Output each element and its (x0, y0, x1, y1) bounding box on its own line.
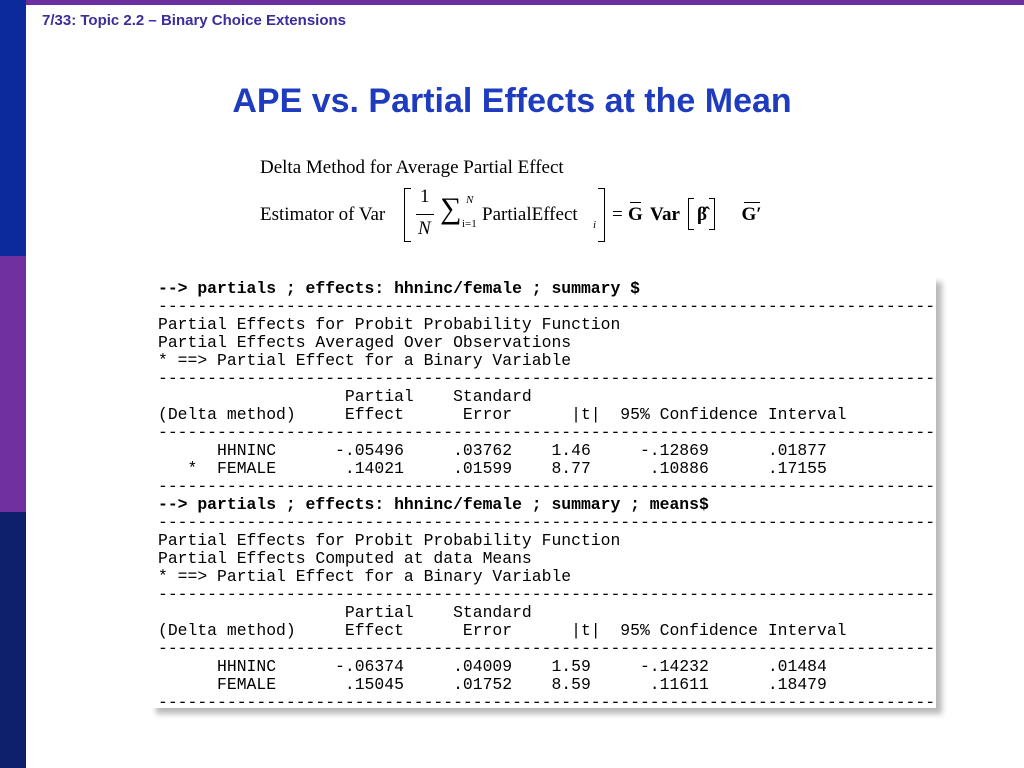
command-line-2: --> partials ; effects: hhninc/female ; summary ; means$ (158, 495, 709, 514)
fraction-numerator: 1 (420, 186, 430, 207)
left-bracket (404, 188, 411, 242)
fraction-bar (416, 214, 434, 215)
output-heading: Partial Effects Averaged Over Observations (158, 333, 572, 352)
table-header-row: Partial Standard (158, 603, 532, 622)
left-band-middle (0, 256, 26, 512)
separator-line: ------------------------------------------------------------------------------- (158, 297, 936, 316)
table-row-hhninc: HHNINC -.05496 .03762 1.46 -.12869 .01877 (158, 441, 827, 460)
table-header-row: (Delta method) Effect Error |t| 95% Confidence Interval (158, 405, 847, 424)
fraction-denominator: N (418, 218, 431, 239)
output-note: * ==> Partial Effect for a Binary Variable (158, 567, 572, 586)
top-accent-bar (0, 0, 1024, 5)
left-band-bottom (0, 512, 26, 768)
output-note: * ==> Partial Effect for a Binary Variable (158, 351, 572, 370)
table-header-row: (Delta method) Effect Error |t| 95% Confidence Interval (158, 621, 847, 640)
command-line-1: --> partials ; effects: hhninc/female ; summary $ (158, 279, 640, 298)
slide-title: APE vs. Partial Effects at the Mean (232, 82, 792, 120)
partial-effect-term: PartialEffect (482, 204, 578, 225)
separator-line: ------------------------------------------------------------------------------- (158, 423, 936, 442)
summation-symbol: ∑ (440, 192, 462, 225)
table-header-row: Partial Standard (158, 387, 532, 406)
g-matrix-symbol: G (628, 204, 643, 225)
separator-line: ------------------------------------------------------------------------------- (158, 585, 936, 604)
table-row-hhninc: HHNINC -.06374 .04009 1.59 -.14232 .01484 (158, 657, 827, 676)
right-bracket (598, 188, 605, 242)
summation-upper-limit: N (466, 194, 474, 206)
separator-line: ------------------------------------------------------------------------------- (158, 369, 936, 388)
separator-line: ------------------------------------------------------------------------------- (158, 477, 936, 496)
software-output-panel (150, 276, 936, 712)
output-heading: Partial Effects Computed at data Means (158, 549, 532, 568)
summation-lower-limit: i=1 (462, 218, 477, 230)
formula-prefix: Estimator of Var (260, 204, 386, 225)
table-row-female: * FEMALE .14021 .01599 8.77 .10886 .17155 (158, 459, 827, 478)
beta-hat-symbol: β̂ (697, 204, 708, 225)
table-row-female: FEMALE .15045 .01752 8.59 .11611 .18479 (158, 675, 827, 694)
output-heading: Partial Effects for Probit Probability Function (158, 531, 621, 550)
slide-header: 7/33: Topic 2.2 – Binary Choice Extensions (42, 12, 346, 29)
separator-line: ------------------------------------------------------------------------------- (158, 513, 936, 532)
formula-caption: Delta Method for Average Partial Effect (260, 157, 564, 178)
output-heading: Partial Effects for Probit Probability Function (158, 315, 621, 334)
beta-right-bracket (709, 198, 715, 230)
separator-line: ------------------------------------------------------------------------------- (158, 639, 936, 658)
partial-effect-subscript: i (593, 219, 597, 231)
g-transpose-symbol: G′ (741, 204, 762, 225)
delta-method-formula (260, 186, 780, 244)
equals-sign: = (612, 204, 623, 225)
var-operator: Var (650, 204, 680, 225)
separator-line: ------------------------------------------------------------------------------- (158, 693, 936, 712)
left-band-top (0, 0, 26, 256)
beta-left-bracket (688, 198, 694, 230)
